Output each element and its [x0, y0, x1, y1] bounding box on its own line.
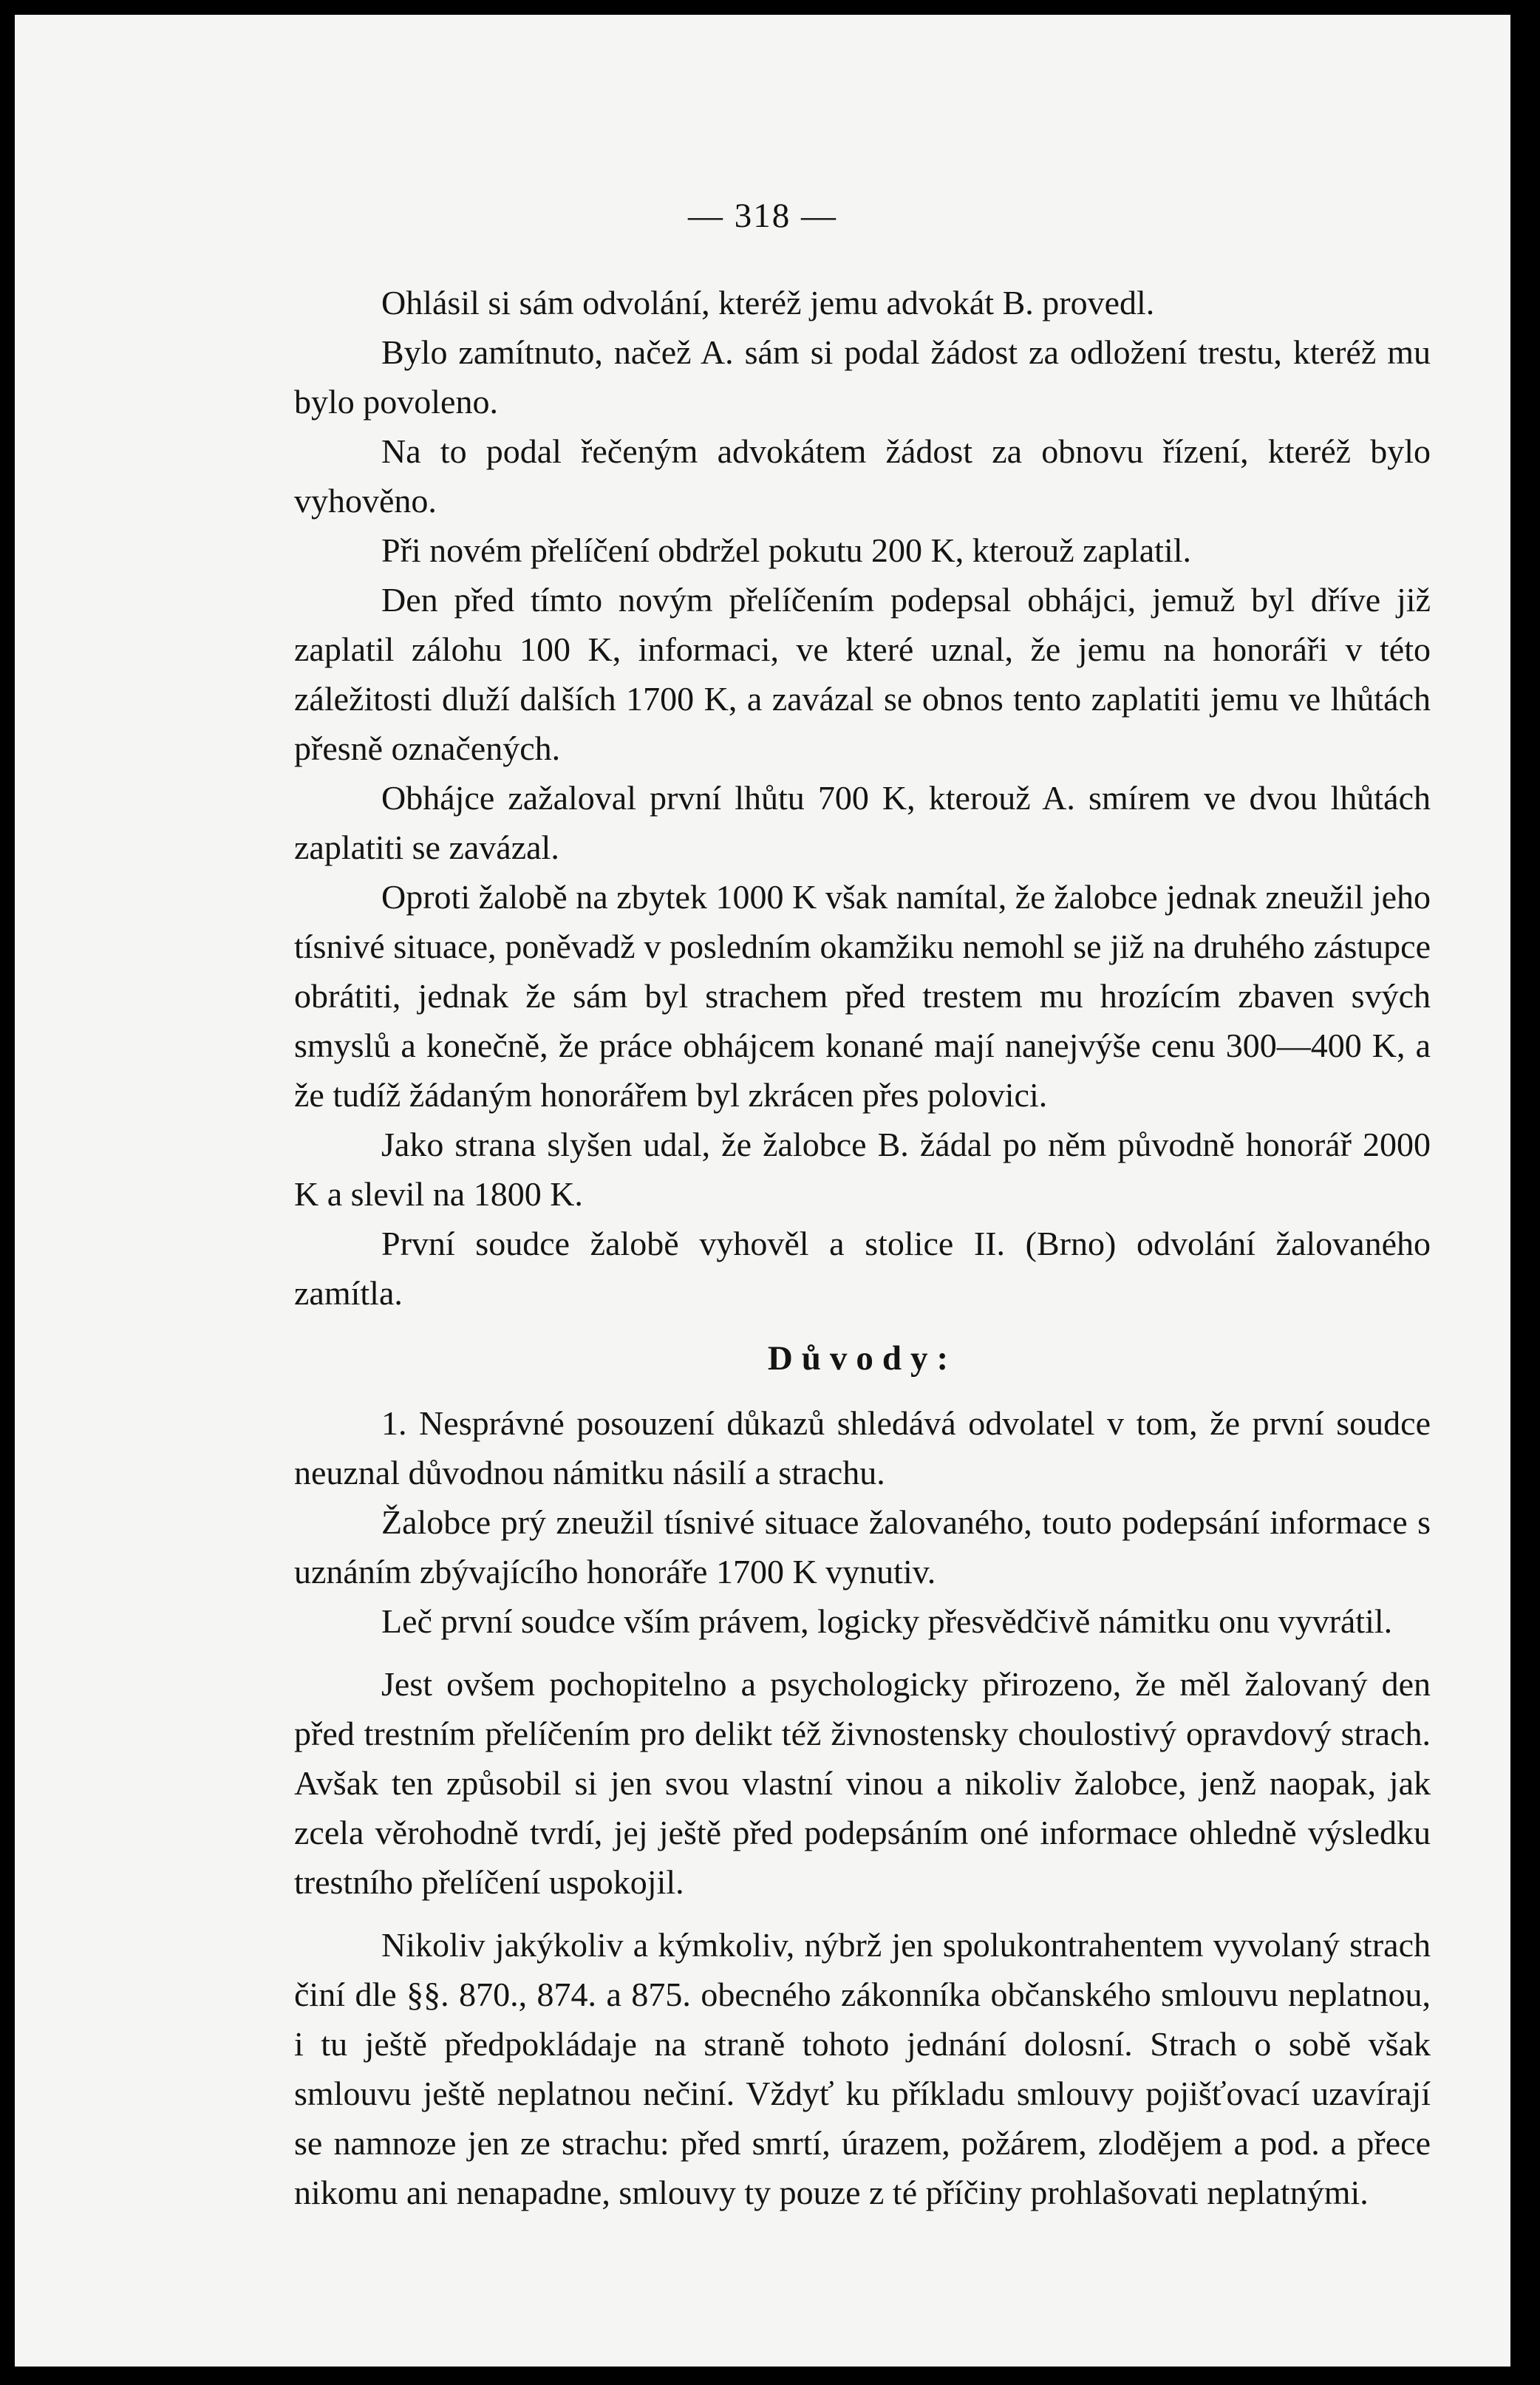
page-number: — 318 —	[688, 197, 837, 235]
paragraph: Ohlásil si sám odvolání, kteréž jemu advokát B. provedl.	[381, 284, 1155, 321]
paragraph: Bylo zamítnuto, načež A. sám si podal žádost za odložení trestu, kteréž mu bylo povoleno.	[294, 333, 1431, 421]
document-page	[15, 15, 1510, 2367]
paragraph: Jest ovšem pochopitelno a psychologicky přirozeno, že měl žalovaný den před trestním přelíčením pro delikt též živnostensky choulostivý opravdový strach. Avšak ten způsobil si jen svou vlastní vinou a nikoliv žalobce, jenž naopak, jak zcela věrohodně tvrdí, jej ještě před podepsáním oné informace ohledně výsledku trestního přelíčení uspokojil.	[294, 1665, 1431, 1901]
paragraph: Žalobce prý zneužil tísnivé situace žalovaného, touto podepsání informace s uznáním zbývajícího honoráře 1700 K vynutiv.	[294, 1503, 1431, 1590]
paragraph: Den před tímto novým přelíčením podepsal obhájci, jemuž byl dříve již zaplatil zálohu 100 K, informaci, ve které uznal, že jemu na honoráři v této záležitosti dluží dalších 1700 K, a zavázal se obnos tento zaplatiti jemu ve lhůtách přesně označených.	[294, 581, 1431, 767]
paragraph: Oproti žalobě na zbytek 1000 K však namítal, že žalobce jednak zneužil jeho tísnivé situace, poněvadž v posledním okamžiku nemohl se již na druhého zástupce obrátiti, jednak že sám byl strachem před trestem mu hrozícím zbaven svých smyslů a konečně, že práce obhájcem konané mají nanejvýše cenu 300—400 K, a že tudíž žádaným honorářem byl zkrácen přes polovici.	[294, 878, 1431, 1114]
paragraph: Leč první soudce vším právem, logicky přesvědčivě námitku onu vyvrátil.	[381, 1602, 1393, 1640]
paragraph: Při novém přelíčení obdržel pokutu 200 K, kterouž zaplatil.	[381, 531, 1192, 569]
paragraph: Jako strana slyšen udal, že žalobce B. žádal po něm původně honorář 2000 K a slevil na 1800 K.	[294, 1126, 1431, 1213]
paragraph: První soudce žalobě vyhověl a stolice II. (Brno) odvolání žalovaného zamítla.	[294, 1225, 1431, 1312]
body-text	[294, 278, 1431, 2217]
section-heading: Důvody:	[767, 1339, 958, 1378]
paragraph: Nikoliv jakýkoliv a kýmkoliv, nýbrž jen spolukontrahentem vyvolaný strach činí dle §§. 870., 874. a 875. obecného zákonníka občanského smlouvu neplatnou, i tu ještě předpokládaje na straně tohoto jednání dolosní. Strach o sobě však smlouvu ještě neplatnou nečiní. Vždyť ku příkladu smlouvy pojišťovací uzavírají se namnoze jen ze strachu: před smrtí, úrazem, požárem, zlodějem a pod. a přece nikomu ani nenapadne, smlouvy ty pouze z té příčiny prohlašovati neplatnými.	[294, 1926, 1431, 2211]
paragraph: Na to podal řečeným advokátem žádost za obnovu řízení, kteréž bylo vyhověno.	[294, 432, 1431, 520]
paragraph: 1. Nesprávné posouzení důkazů shledává odvolatel v tom, že první soudce neuznal důvodnou námitku násilí a strachu.	[294, 1404, 1431, 1491]
paragraph: Obhájce zažaloval první lhůtu 700 K, kterouž A. smírem ve dvou lhůtách zaplatiti se zavázal.	[294, 779, 1431, 866]
